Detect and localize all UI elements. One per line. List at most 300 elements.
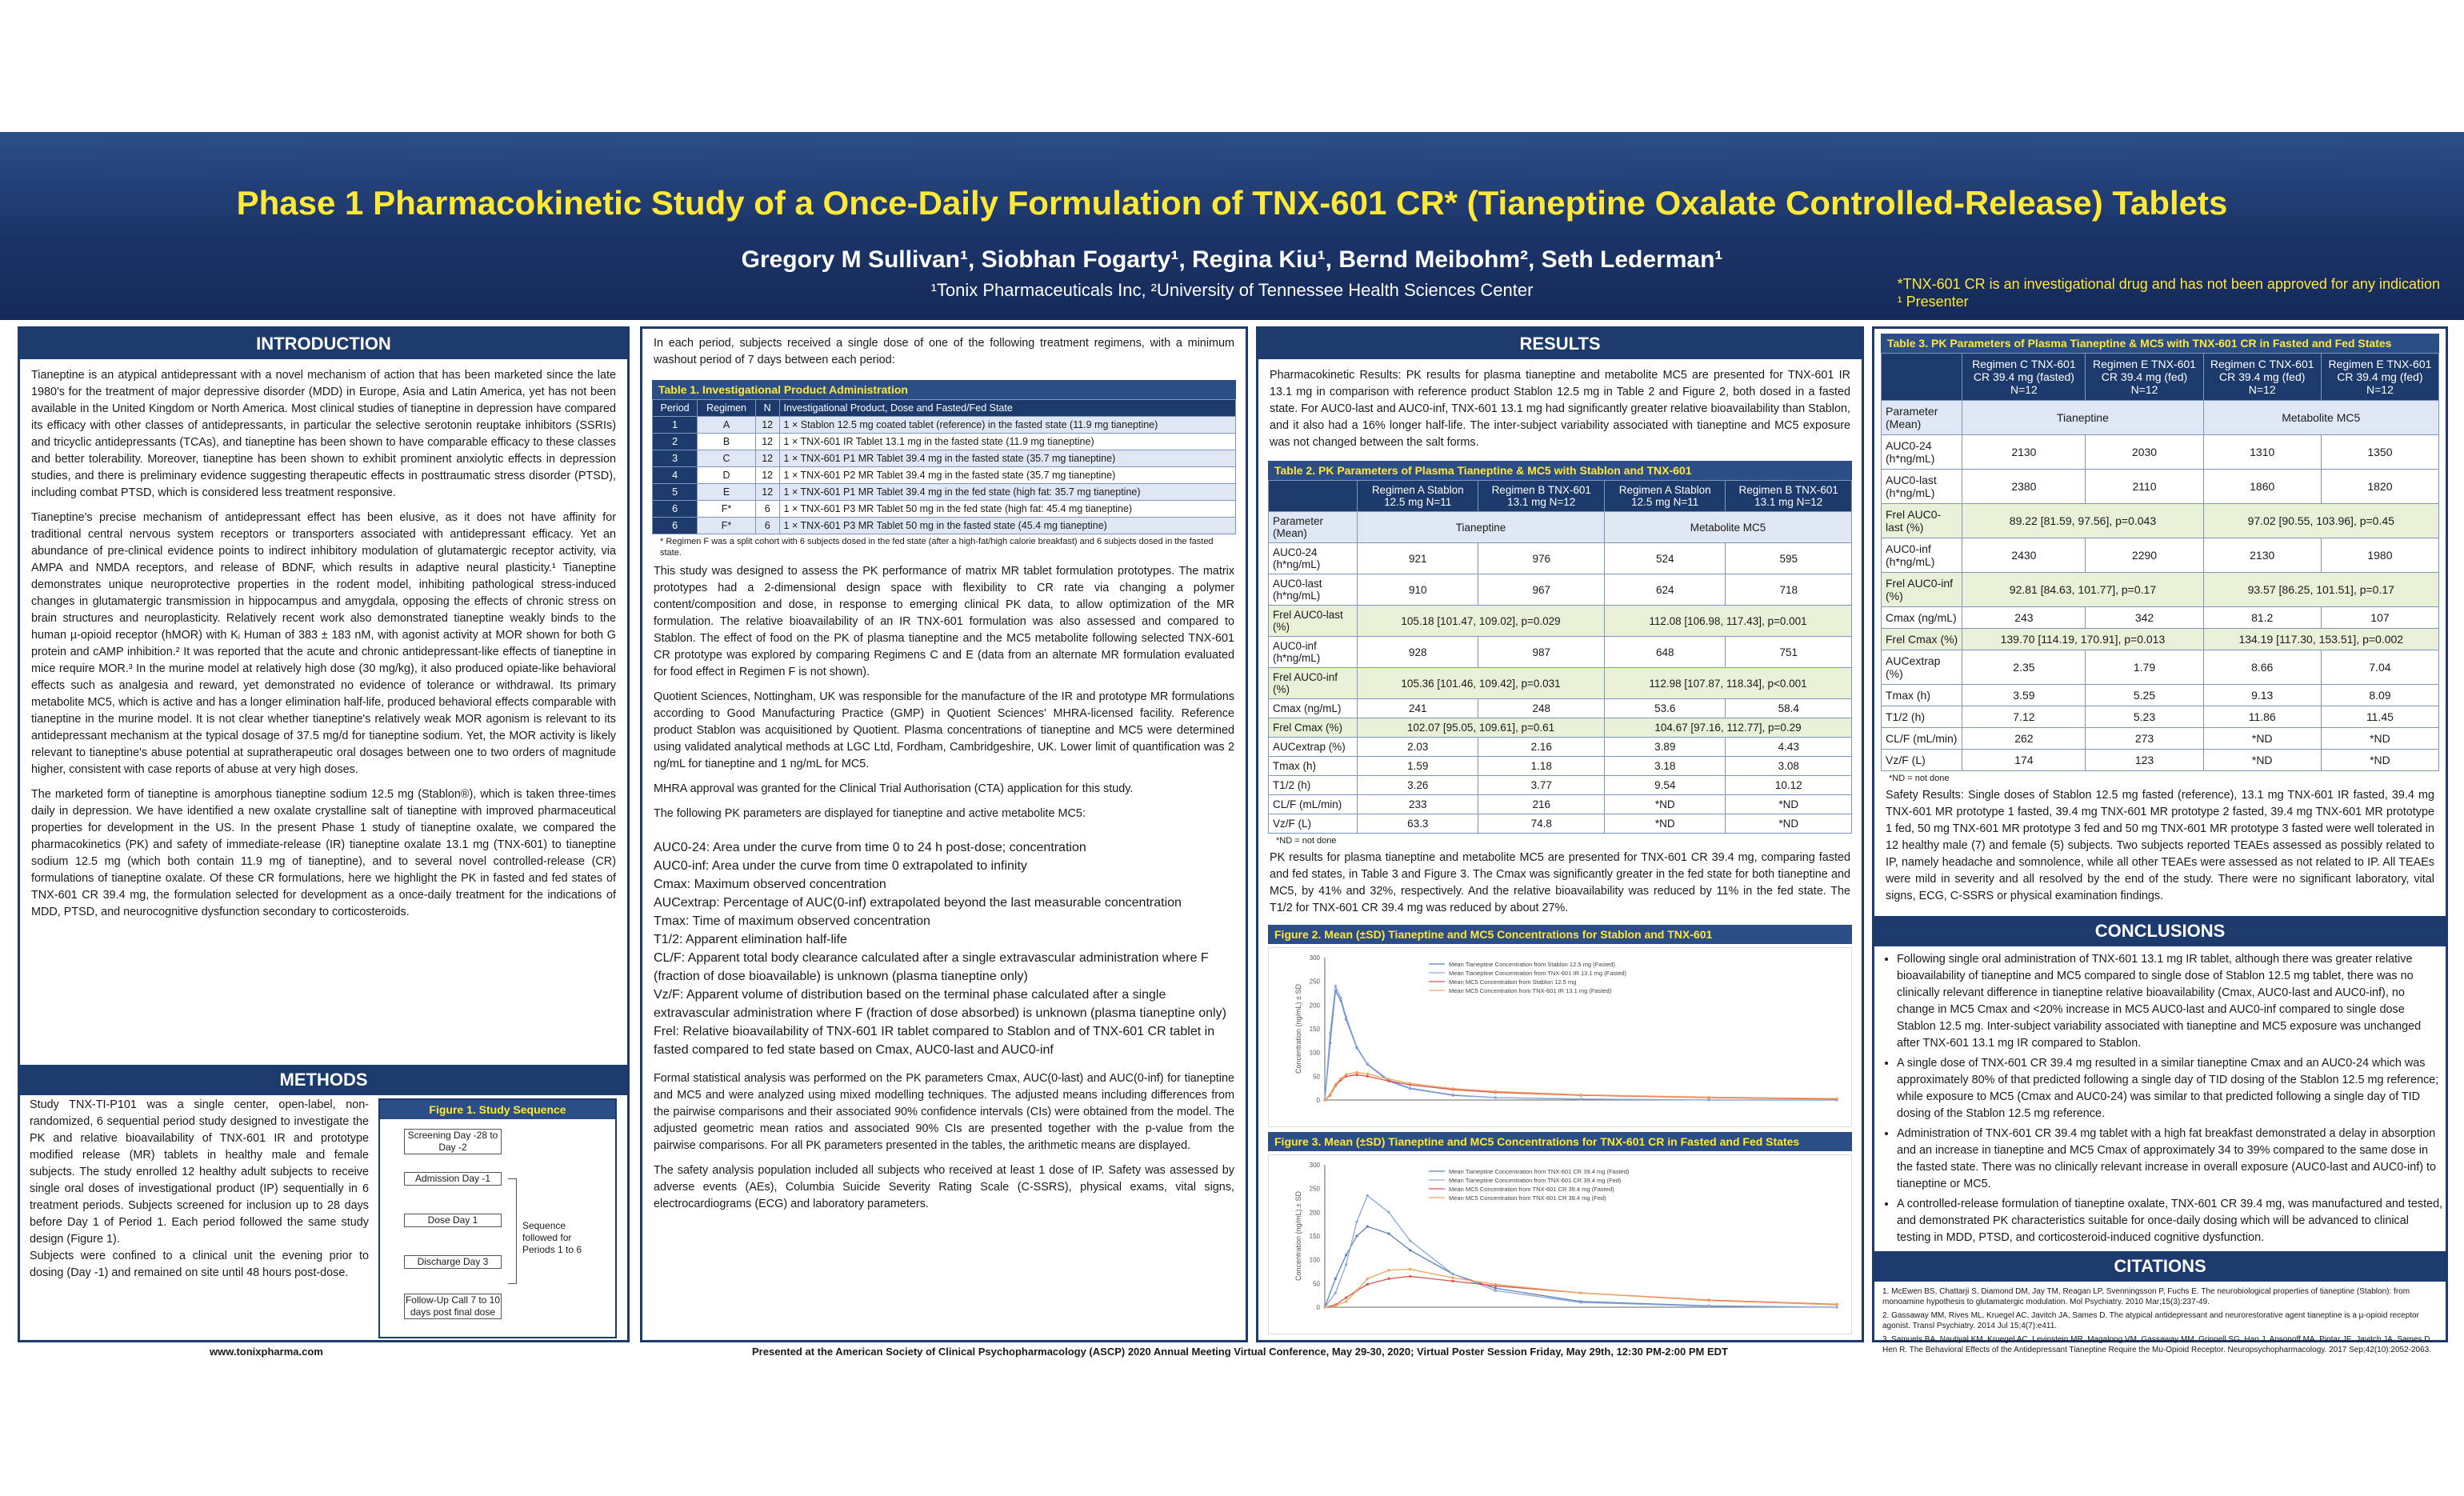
data-point <box>1345 1300 1347 1302</box>
table-cell: 1 × TNX-601 P3 MR Tablet 50 mg in the fed state (high fat: 45.4 mg tianeptine) <box>779 501 1235 518</box>
data-point <box>1334 985 1337 987</box>
data-point <box>1345 1073 1347 1075</box>
table-cell: 987 <box>1478 637 1605 668</box>
column-results <box>1256 326 1864 1342</box>
col2-paragraph-4: The following PK parameters are displayed for tianeptine and active metabolite MC5: <box>654 807 1086 820</box>
data-point <box>1451 1273 1454 1275</box>
table-cell: 74.8 <box>1478 814 1605 834</box>
data-point <box>1451 1094 1454 1096</box>
table-cell: 92.81 [84.63, 101.77], p=0.17 <box>1962 573 2203 607</box>
table-cell: 11.86 <box>2203 706 2321 728</box>
table-cell: 524 <box>1604 543 1725 574</box>
table-2-title: Table 2. PK Parameters of Plasma Tianeptine & MC5 with Stablon and TNX-601 <box>1268 461 1852 480</box>
data-point <box>1355 1290 1358 1292</box>
data-point <box>1707 1305 1710 1307</box>
data-point <box>1494 1090 1497 1093</box>
data-point <box>1355 1071 1358 1074</box>
intro-body <box>20 359 627 937</box>
table-group-label: Parameter (Mean) <box>1269 512 1358 543</box>
y-tick-label: 100 <box>1309 1049 1320 1057</box>
poster-title: Phase 1 Pharmacokinetic Study of a Once-Daily Formulation of TNX-601 CR* (Tianeptine Oxalate Controlled-Release) Tablets <box>236 184 2228 222</box>
table-cell: F* <box>698 518 756 534</box>
table-row-label: Frel Cmax (%) <box>1882 629 1962 650</box>
data-point <box>1387 1269 1390 1271</box>
table-row <box>1269 606 1852 637</box>
table-cell: 11.45 <box>2321 706 2438 728</box>
data-point <box>1707 1098 1710 1101</box>
table-cell: 233 <box>1358 795 1478 814</box>
table-row <box>653 467 1236 484</box>
table-cell: 5.25 <box>2086 685 2203 706</box>
data-point <box>1323 1098 1326 1101</box>
data-point <box>1366 1073 1369 1075</box>
data-point <box>1366 1062 1369 1065</box>
table-cell: 921 <box>1358 543 1478 574</box>
safety-paragraph: Safety Results: Single doses of Stablon 12.5 mg fasted (reference), 13.1 mg TNX-601 IR fasted, 39.4 mg TNX-601 MR prototype 1 fasted, 39.4 mg TNX-601 MR prototype 2 fasted, 39.4 mg TNX-601 MR prototype 1 fed, 50 mg TNX-601 MR prototype 3 fed and 50 mg TNX-601 MR prototype 3 fasted were well tolerated in 12 healthy male (7) and female (5) subjects. Two subjects reported TEAEs assessed as possibly related to IP, namely headache and somnolence, while all other TEAEs were assessed as not related to IP. All TEAEs were mild in severity and all resolved by the end of the study. There were no significant laboratory, vital signs, ECG, C-SSRS or physical examination findings. <box>1886 789 2434 902</box>
y-axis-label: Concentration (ng/mL) ± SD <box>1294 1191 1302 1281</box>
flow-brace-label: Sequence followed for Periods 1 to 6 <box>522 1220 582 1255</box>
table-header-blank <box>1882 354 1962 401</box>
data-point <box>1334 1292 1337 1294</box>
table-row-label: AUC0-inf (h*ng/mL) <box>1269 637 1358 668</box>
table-cell: 139.70 [114.19, 170.91], p=0.013 <box>1962 629 2203 650</box>
table-cell: 112.98 [107.87, 118.34], p<0.001 <box>1604 668 1851 699</box>
y-tick-label: 250 <box>1309 978 1320 986</box>
data-point <box>1334 1278 1337 1280</box>
y-tick-label: 250 <box>1309 1185 1320 1193</box>
data-point <box>1334 1083 1337 1086</box>
table-row-label: Frel Cmax (%) <box>1269 718 1358 738</box>
figure-3-chart <box>1268 1154 1852 1334</box>
data-point <box>1835 1306 1838 1308</box>
table-row-label: Frel AUC0-inf (%) <box>1882 573 1962 607</box>
table-cell: 2380 <box>1962 470 2086 504</box>
table-cell: 1.18 <box>1478 757 1605 776</box>
table-cell: 4 <box>653 467 698 484</box>
data-point <box>1329 1093 1331 1095</box>
table-cell: 1350 <box>2321 435 2438 470</box>
table-cell: E <box>698 484 756 501</box>
y-tick-label: 300 <box>1309 954 1320 962</box>
poster-affiliations: ¹Tonix Pharmaceuticals Inc, ²University of Tennessee Health Sciences Center <box>930 280 1534 300</box>
data-point <box>1355 1234 1358 1237</box>
table-header: Regimen E TNX-601 CR 39.4 mg (fed) N=12 <box>2321 354 2438 401</box>
col2-paragraph-6: The safety analysis population included all subjects who received at least 1 dose of IP. Safety was assessed by adverse events (AEs), Columbia Suicide Severity Rating Scale (C-SSRS), physical exams, vital signs, electrocardiograms (ECG) and laboratory parameters. <box>654 1164 1234 1210</box>
table-cell: 93.57 [86.25, 101.51], p=0.17 <box>2203 573 2438 607</box>
table-cell: *ND <box>1604 814 1725 834</box>
figure-1-study-sequence <box>378 1098 617 1338</box>
pk-parameter: Vz/F: Apparent volume of distribution based on the terminal phase calculated after a single extravascular administration where F (fraction of dose absorbed) is unknown (plasma tianeptine only) <box>654 988 1226 1020</box>
flow-box-follow-up: Follow-Up Call 7 to 10 days post final dose <box>405 1294 501 1318</box>
table-cell: 8.09 <box>2321 685 2438 706</box>
pk-parameter: T1/2: Apparent elimination half-life <box>654 933 847 946</box>
table-row <box>1269 738 1852 757</box>
methods-heading: METHODS <box>20 1065 627 1095</box>
col2-paragraph-3: MHRA approval was granted for the Clinical Trial Authorisation (CTA) application for this study. <box>654 782 1134 795</box>
y-tick-label: 200 <box>1309 1209 1320 1217</box>
table-row <box>1882 706 2439 728</box>
column-methods-continued <box>640 326 1248 1342</box>
table-row <box>1269 718 1852 738</box>
table-group-row <box>1882 401 2439 435</box>
data-point <box>1366 1283 1369 1286</box>
safety-body <box>1874 786 2446 916</box>
table-cell: 105.36 [101.46, 109.42], p=0.031 <box>1358 668 1605 699</box>
table-row <box>653 417 1236 434</box>
flow-box-admission: Admission Day -1 <box>404 1172 502 1186</box>
table-row-label: AUCextrap (%) <box>1269 738 1358 757</box>
table-cell: 1860 <box>2203 470 2321 504</box>
figure-3-title: Figure 3. Mean (±SD) Tianeptine and MC5 Concentrations for TNX-601 CR in Fasted and Fed States <box>1268 1132 1852 1151</box>
table-cell: 928 <box>1358 637 1478 668</box>
data-point <box>1355 1221 1358 1223</box>
pk-parameter: Cmax: Maximum observed concentration <box>654 878 886 891</box>
table-cell: 1980 <box>2321 538 2438 573</box>
table-cell: 2.35 <box>1962 650 2086 685</box>
table-1 <box>652 380 1236 560</box>
table-row <box>653 450 1236 467</box>
data-point <box>1409 1275 1411 1278</box>
table-cell: *ND <box>2203 750 2321 771</box>
table-cell: 12 <box>755 484 779 501</box>
table-row <box>653 501 1236 518</box>
citations-heading: CITATIONS <box>1874 1251 2446 1282</box>
data-point <box>1366 1194 1369 1197</box>
data-point <box>1707 1299 1710 1302</box>
flow-brace <box>508 1178 517 1284</box>
table-cell: *ND <box>2203 728 2321 750</box>
table-cell: *ND <box>2321 750 2438 771</box>
figure-2-svg <box>1269 948 1853 1122</box>
table-cell: 273 <box>2086 728 2203 750</box>
table-row <box>1269 814 1852 834</box>
figure-3-svg <box>1269 1155 1853 1330</box>
table-cell: 134.19 [117.30, 153.51], p=0.002 <box>2203 629 2438 650</box>
col2-body <box>642 329 1246 385</box>
data-point <box>1339 997 1342 999</box>
data-point <box>1345 1016 1347 1018</box>
data-point <box>1451 1280 1454 1282</box>
table-row <box>1882 750 2439 771</box>
table-cell: 2130 <box>2203 538 2321 573</box>
col2-body-2 <box>642 560 1246 838</box>
data-point <box>1366 1075 1369 1078</box>
table-cell: 12 <box>755 417 779 434</box>
y-tick-label: 200 <box>1309 1002 1320 1010</box>
table-cell: 243 <box>1962 607 2086 629</box>
data-point <box>1494 1283 1497 1286</box>
table-group-label: Metabolite MC5 <box>2203 401 2438 435</box>
y-axis-label: Concentration (ng/mL) ± SD <box>1294 984 1302 1074</box>
legend-label: Mean Tianeptine Concentration from TNX-601 CR 39.4 mg (Fasted) <box>1449 1168 1630 1175</box>
data-point <box>1345 1254 1347 1256</box>
table-row <box>1269 574 1852 606</box>
table-1-grid <box>652 399 1236 534</box>
table-3 <box>1881 334 2439 786</box>
table-cell: 976 <box>1478 543 1605 574</box>
table-cell: 2430 <box>1962 538 2086 573</box>
table-cell: 1 <box>653 417 698 434</box>
legend-label: Mean Tianeptine Concentration from TNX-601 IR 13.1 mg (Fasted) <box>1449 970 1627 977</box>
conclusions-list <box>1874 951 2446 1246</box>
table-cell: D <box>698 467 756 484</box>
table-row-label: AUC0-last (h*ng/mL) <box>1882 470 1962 504</box>
table-row <box>1269 795 1852 814</box>
table-row-label: AUC0-inf (h*ng/mL) <box>1882 538 1962 573</box>
data-point <box>1329 1032 1331 1034</box>
data-point <box>1451 1087 1454 1090</box>
table-group-label: Tianeptine <box>1962 401 2203 435</box>
data-point <box>1494 1096 1497 1098</box>
data-point <box>1387 1078 1390 1080</box>
table-cell: 2110 <box>2086 470 2203 504</box>
table-cell: 12 <box>755 467 779 484</box>
figure-2-title: Figure 2. Mean (±SD) Tianeptine and MC5 Concentrations for Stablon and TNX-601 <box>1268 925 1852 944</box>
data-point <box>1579 1301 1582 1303</box>
results-body <box>1258 359 1862 461</box>
conclusion-item: • A controlled-release formulation of tianeptine oxalate, TNX-601 CR 39.4 mg, was manufactured and tested, and demonstrated PK characteristics suitable for once-daily dosing which will be advanced to clinical testing in MDD, PTSD, and corticosteroid-induced cognitive dysfunction. <box>1897 1196 2446 1246</box>
citation-item: 2. Gassaway MM, Rives ML, Kruegel AC, Javitch JA, Sames D. The atypical antidepressant and neurorestorative agent tianeptine is a µ-opioid receptor agonist. Transl Psychiatry. 2014 Jul 15;4(7):e411. <box>1882 1311 2419 1330</box>
table-cell: 648 <box>1604 637 1725 668</box>
table-row <box>1882 629 2439 650</box>
table-cell: C <box>698 450 756 467</box>
table-row <box>653 484 1236 501</box>
data-point <box>1409 1239 1411 1242</box>
y-tick-label: 150 <box>1309 1026 1320 1033</box>
table-cell: 1 × TNX-601 P2 MR Tablet 39.4 mg in the fasted state (35.7 mg tianeptine) <box>779 467 1235 484</box>
table-cell: 63.3 <box>1358 814 1478 834</box>
table-cell: 751 <box>1726 637 1852 668</box>
table-row-label: Vz/F (L) <box>1882 750 1962 771</box>
table-row <box>1269 757 1852 776</box>
flow-box-screening: Screening Day -28 to Day -2 <box>404 1129 502 1154</box>
data-point <box>1835 1303 1838 1306</box>
col2-paragraph-5: Formal statistical analysis was performed on the PK parameters Cmax, AUC(0-last) and AUC(0-inf) for tianeptine and MC5 and were analyzed using mixed modelling techniques. The adjusted means including differences from the pairwise comparisons and their associated 90% confidence intervals (CIs) were obtained from the model. The adjusted geometric mean ratios and associated 90% CIs are presented together with the p-value from the pairwise comparisons. For all PK parameters presented in the tables, the arithmetic means are displayed. <box>654 1072 1234 1152</box>
data-point <box>1355 1046 1358 1048</box>
flow-box-discharge: Discharge Day 3 <box>404 1255 502 1269</box>
table-cell: 10.12 <box>1726 776 1852 795</box>
data-point <box>1579 1098 1582 1100</box>
y-tick-label: 150 <box>1309 1233 1320 1240</box>
table-cell: 3.59 <box>1962 685 2086 706</box>
table-cell: 8.66 <box>2203 650 2321 685</box>
table-row <box>1882 538 2439 573</box>
data-point <box>1355 1074 1358 1076</box>
series-line <box>1325 1226 1837 1307</box>
table-cell: *ND <box>1604 795 1725 814</box>
pk-parameter: AUC0-inf: Area under the curve from time 0 extrapolated to infinity <box>654 859 1027 873</box>
intro-heading: INTRODUCTION <box>20 329 627 359</box>
table-cell: 2.16 <box>1478 738 1605 757</box>
table-row-label: Frel AUC0-last (%) <box>1269 606 1358 637</box>
table-cell: 624 <box>1604 574 1725 606</box>
table-row-label: Cmax (ng/mL) <box>1882 607 1962 629</box>
data-point <box>1494 1287 1497 1290</box>
table-cell: 216 <box>1478 795 1605 814</box>
table-cell: 6 <box>755 518 779 534</box>
table-cell: 12 <box>755 434 779 450</box>
table-row <box>1882 607 2439 629</box>
legend-label: Mean Tianeptine Concentration from Stablon 12.5 mg (Fasted) <box>1449 961 1616 968</box>
legend-label: Mean MC5 Concentration from TNX-601 CR 39.4 mg (Fasted) <box>1449 1186 1614 1193</box>
table-row-label: Cmax (ng/mL) <box>1269 699 1358 718</box>
table-header: Regimen E TNX-601 CR 39.4 mg (fed) N=12 <box>2086 354 2203 401</box>
table-cell: 9.13 <box>2203 685 2321 706</box>
table-1-title: Table 1. Investigational Product Administration <box>652 380 1236 399</box>
data-point <box>1387 1211 1390 1214</box>
table-row <box>1269 543 1852 574</box>
table-header: Regimen B TNX-601 13.1 mg N=12 <box>1478 481 1605 512</box>
table-header: Regimen A Stablon 12.5 mg N=11 <box>1604 481 1725 512</box>
table-cell: 112.08 [106.98, 117.43], p=0.001 <box>1604 606 1851 637</box>
results-body-2 <box>1258 848 1862 917</box>
table-cell: *ND <box>2321 728 2438 750</box>
table-cell: 3.89 <box>1604 738 1725 757</box>
conclusions-heading: CONCLUSIONS <box>1874 916 2446 946</box>
conclusion-item: • Following single oral administration of TNX-601 13.1 mg IR tablet, although there was greater relative bioavailability of tianeptine and MC5 compared to single dose of Stablon 12.5 mg tablet, there was no clinically relevant difference in tianeptine relative bioavailability (Cmax, AUC0-last and AUC0-inf), no change in MC5 Cmax and <20% increase in MC5 AUC0-last and AUC0-inf compared to single dose Stablon 12.5 mg. Inter-subject variability associated with tianeptine and MC5 exposure was unchanged after TNX-601 13.1 mg IR compared to Stablon. <box>1897 951 2446 1052</box>
table-header: Regimen C TNX-601 CR 39.4 mg (fasted) N=12 <box>1962 354 2086 401</box>
table-group-row <box>1269 512 1852 543</box>
table-cell: 3.77 <box>1478 776 1605 795</box>
table-row-label: Tmax (h) <box>1269 757 1358 776</box>
legend-label: Mean MC5 Concentration from TNX-601 IR 13.1 mg (Fasted) <box>1449 987 1612 994</box>
table-cell: 4.43 <box>1726 738 1852 757</box>
data-point <box>1409 1249 1411 1251</box>
table-row-label: AUC0-24 (h*ng/mL) <box>1882 435 1962 470</box>
table-cell: 9.54 <box>1604 776 1725 795</box>
data-point <box>1334 1305 1337 1307</box>
methods-body <box>30 1097 369 1282</box>
table-1-header: N <box>755 400 779 417</box>
data-point <box>1323 1306 1326 1308</box>
table-cell: *ND <box>1726 795 1852 814</box>
table-cell: 1310 <box>2203 435 2321 470</box>
y-tick-label: 50 <box>1313 1280 1320 1288</box>
table-row-label: CL/F (mL/min) <box>1269 795 1358 814</box>
table-2-grid <box>1268 480 1852 834</box>
table-cell: F* <box>698 501 756 518</box>
figure-1-title: Figure 1. Study Sequence <box>380 1100 615 1119</box>
table-3-footnote: *ND = not done <box>1889 774 1950 783</box>
header-note <box>1898 275 2440 310</box>
table-row <box>653 518 1236 534</box>
conclusion-item: • A single dose of TNX-601 CR 39.4 mg resulted in a similar tianeptine Cmax and an AUC0-24 which was approximately 80% of that predicted following a single day of TID dosing of the Stablon 12.5 mg reference; while exposure to MC5 (Cmax and AUC0-24) was similar to that predicted following a single day of TID dosing of the Stablon 12.5 mg reference. <box>1897 1055 2446 1122</box>
table-3-title: Table 3. PK Parameters of Plasma Tianeptine & MC5 with TNX-601 CR in Fasted and Fed States <box>1881 334 2439 353</box>
table-cell: A <box>698 417 756 434</box>
table-cell: 7.04 <box>2321 650 2438 685</box>
table-cell: 5 <box>653 484 698 501</box>
table-3-grid <box>1881 353 2439 771</box>
figure-2-chart <box>1268 947 1852 1127</box>
table-cell: 1.79 <box>2086 650 2203 685</box>
table-row <box>1882 573 2439 607</box>
table-cell: 6 <box>653 501 698 518</box>
pk-parameter: AUCextrap: Percentage of AUC(0-inf) extrapolated beyond the last measurable concentration <box>654 896 1182 910</box>
table-cell: 1 × TNX-601 P1 MR Tablet 39.4 mg in the fed state (high fat: 35.7 mg tianeptine) <box>779 484 1235 501</box>
note-line-2: ¹ Presenter <box>1897 294 1969 310</box>
table-cell: 102.07 [95.05, 109.61], p=0.61 <box>1358 718 1605 738</box>
table-row <box>1882 650 2439 685</box>
table-cell: 123 <box>2086 750 2203 771</box>
footer-presented: Presented at the American Society of Clinical Psychopharmacology (ASCP) 2020 Annual Meeting Virtual Conference, May 29-30, 2020; Virtual Poster Session Friday, May 29th, 12:30 PM-2:00 PM EDT <box>752 1346 1728 1358</box>
table-cell: *ND <box>1726 814 1852 834</box>
intro-paragraph-2: Tianeptine's precise mechanism of antidepressant effect has been elusive, as it does not have affinity for traditional central nervous system receptors or transporters associated with antidepressant efficacy. Yet an abundance of pre-clinical evidence points to indirect inhibitory modulation of glutamatergic receptor activity, via AMPA and NMDA receptors, and release of BDNF, which results in adaptive neural plasticity.¹ Tianeptine demonstrates unique neuroprotective properties in the rodent model, inhibiting pathological stress-induced changes in glutamatergic transmission in hippocampus and amygdala, opposing the effects of chronic stress on brain structures and neuroplasticity. Relatively recent work also demonstrated tianeptine weakly binds to the human µ-opioid receptor (hMOR) with Kᵢ Human of 383 ± 183 nM, with agonist activity at MOR shown for both G protein and cAMP inhibition.² It was reported that the acute and chronic antidepressant-like effects of tianeptine in mice require MOR.³ In the murine model at relatively high dose (30 mg/kg), it also produced opiate-like behavioral effects such as analgesia and reward, yet demonstrated no evidence of tolerance or withdrawal. Its primary metabolite MC5, which is active and has a longer elimination half-life, produced behavioral effects comparable with tianeptine in the murine model. It is not clear whether tianeptine's relatively weak MOR agonism is relevant to its antidepressant mechanism at the typical dosage of 37.5 mg/d for tianeptine sodium. Yet, the MOR activity is likely relevant to tianeptine's abuse potential at supratherapeutic oral dosages between one to two orders of magnitude higher, consistent with case reports of abuse at very high doses. <box>31 511 616 776</box>
table-1-header: Regimen <box>698 400 756 417</box>
table-cell: 1.59 <box>1358 757 1478 776</box>
table-cell: 342 <box>2086 607 2203 629</box>
data-point <box>1387 1278 1390 1280</box>
table-row <box>1882 470 2439 504</box>
data-point <box>1707 1096 1710 1098</box>
table-cell: 262 <box>1962 728 2086 750</box>
legend-label: Mean MC5 Concentration from Stablon 12.5 mg <box>1449 978 1577 986</box>
table-cell: 58.4 <box>1726 699 1852 718</box>
table-cell: 967 <box>1478 574 1605 606</box>
table-row-label: AUC0-24 (h*ng/mL) <box>1269 543 1358 574</box>
data-point <box>1451 1277 1454 1279</box>
table-cell: 2 <box>653 434 698 450</box>
table-cell: 174 <box>1962 750 2086 771</box>
table-cell: 2.03 <box>1358 738 1478 757</box>
table-cell: 12 <box>755 450 779 467</box>
table-group-label: Tianeptine <box>1358 512 1605 543</box>
data-point <box>1409 1082 1411 1085</box>
table-row-label: CL/F (mL/min) <box>1882 728 1962 750</box>
col2-body-3 <box>642 1059 1246 1229</box>
table-cell: 3.08 <box>1726 757 1852 776</box>
table-header: Regimen A Stablon 12.5 mg N=11 <box>1358 481 1478 512</box>
table-row <box>1882 435 2439 470</box>
data-point <box>1409 1087 1411 1090</box>
table-row <box>1882 685 2439 706</box>
results-heading: RESULTS <box>1258 329 1862 359</box>
table-cell: 1 × Stablon 12.5 mg coated tablet (reference) in the fasted state (11.9 mg tianeptine) <box>779 417 1235 434</box>
table-cell: 81.2 <box>2203 607 2321 629</box>
table-header-blank <box>1269 481 1358 512</box>
legend-label: Mean MC5 Concentration from TNX-601 CR 39.4 mg (Fed) <box>1449 1194 1606 1202</box>
table-cell: 105.18 [101.47, 109.02], p=0.029 <box>1358 606 1605 637</box>
intro-paragraph-3: The marketed form of tianeptine is amorphous tianeptine sodium 12.5 mg (Stablon®), which is taken three-times daily in depression. We have identified a new oxalate crystalline salt of tianeptine with improved pharmaceutical properties for development in the US. In the present Phase 1 study of tianeptine oxalate, we compared the pharmacokinetics (PK) and safety of immediate-release (IR) tianeptine oxalate 13.1 mg (TNX-601) to tianeptine sodium 12.5 mg (which both contain 11.9 mg of tianeptine), and to several novel controlled-release (CR) formulations of tianeptine oxalate. Of these CR formulations, here we highlight the PK in fasted and fed states of TNX-601 CR 39.4 mg, the formulation selected for development as a once-daily treatment for the indications of MDD, PTSD, and neurocognitive dysfunction secondary to corticosteroids. <box>31 788 616 918</box>
y-tick-label: 100 <box>1309 1256 1320 1264</box>
table-row-label: Tmax (h) <box>1882 685 1962 706</box>
data-point <box>1387 1232 1390 1234</box>
data-point <box>1345 1297 1347 1299</box>
footer-website[interactable]: www.tonixpharma.com <box>210 1346 323 1358</box>
table-row-label: AUCextrap (%) <box>1882 650 1962 685</box>
y-tick-label: 300 <box>1309 1162 1320 1169</box>
y-tick-label: 0 <box>1316 1097 1320 1104</box>
methods-paragraph-2: Subjects were confined to a clinical unit the evening prior to dosing (Day -1) and remained on site until 48 hours post-dose. <box>30 1250 369 1279</box>
pk-parameter: Frel: Relative bioavailability of TNX-601 IR tablet compared to Stablon and of TNX-601 CR tablet in fasted compared to fed state based on Cmax, AUC0-last and AUC0-inf <box>654 1025 1215 1057</box>
table-cell: 53.6 <box>1604 699 1725 718</box>
table-cell: B <box>698 434 756 450</box>
table-cell: 1820 <box>2321 470 2438 504</box>
table-row-label: T1/2 (h) <box>1882 706 1962 728</box>
col2-paragraph-1: This study was designed to assess the PK performance of matrix MR tablet formulation prototypes. The matrix prototypes had a 2-dimensional design space with flexibility to CR rate via changing a polymer content/composition and dose, in response to emerging clinical PK data, to allow optimization of the MR formulation. The relative bioavailability of an IR TNX-601 formulation was also assessed and compared to Stablon. The effect of food on the PK of plasma tianeptine and the MC5 metabolite following selected TNX-601 CR prototype was explored by comparing Regimens C and E (data from an alternate MR formulation evaluated for food effect in Regimen F is not shown). <box>654 565 1234 678</box>
regimen-intro: In each period, subjects received a single dose of one of the following treatment regimens, with a minimum washout period of 7 days between each period: <box>654 337 1234 366</box>
y-tick-label: 0 <box>1316 1304 1320 1311</box>
methods-paragraph-1: Study TNX-TI-P101 was a single center, open-label, non-randomized, 6 sequential period study designed to investigate the PK and relative bioavailability of TNX-601 IR and prototype modified release (MR) tablets in healthy male and female subjects. The study enrolled 12 healthy adult subjects to receive single oral doses of investigational product (IP) sequentially in 6 treatment periods. Subjects screened for inclusion up to 28 days before Day 1 of Period 1. Each period followed the same study design (Figure 1). <box>30 1098 369 1246</box>
pk-parameter-list <box>642 838 1246 1059</box>
table-row-label: Frel AUC0-last (%) <box>1882 504 1962 538</box>
table-cell: 718 <box>1726 574 1852 606</box>
col2-paragraph-2: Quotient Sciences, Nottingham, UK was responsible for the manufacture of the IR and prototype MR formulations according to Good Manufacturing Practice (GMP) in Quotient Sciences' MHRA-licensed facility. Reference product Stablon was acquisitioned by Quotient. Plasma concentrations of tianeptine and MC5 were determined using validated analytical methods at LGC Ltd, Fordham, Cambridgeshire, UK. Lower limit of quantification was 2 ng/mL for tianeptine and 1 ng/mL for MC5. <box>654 690 1234 770</box>
table-row <box>1882 728 2439 750</box>
table-cell: 6 <box>653 518 698 534</box>
data-point <box>1409 1268 1411 1270</box>
table-row <box>1269 637 1852 668</box>
table-cell: 107 <box>2321 607 2438 629</box>
